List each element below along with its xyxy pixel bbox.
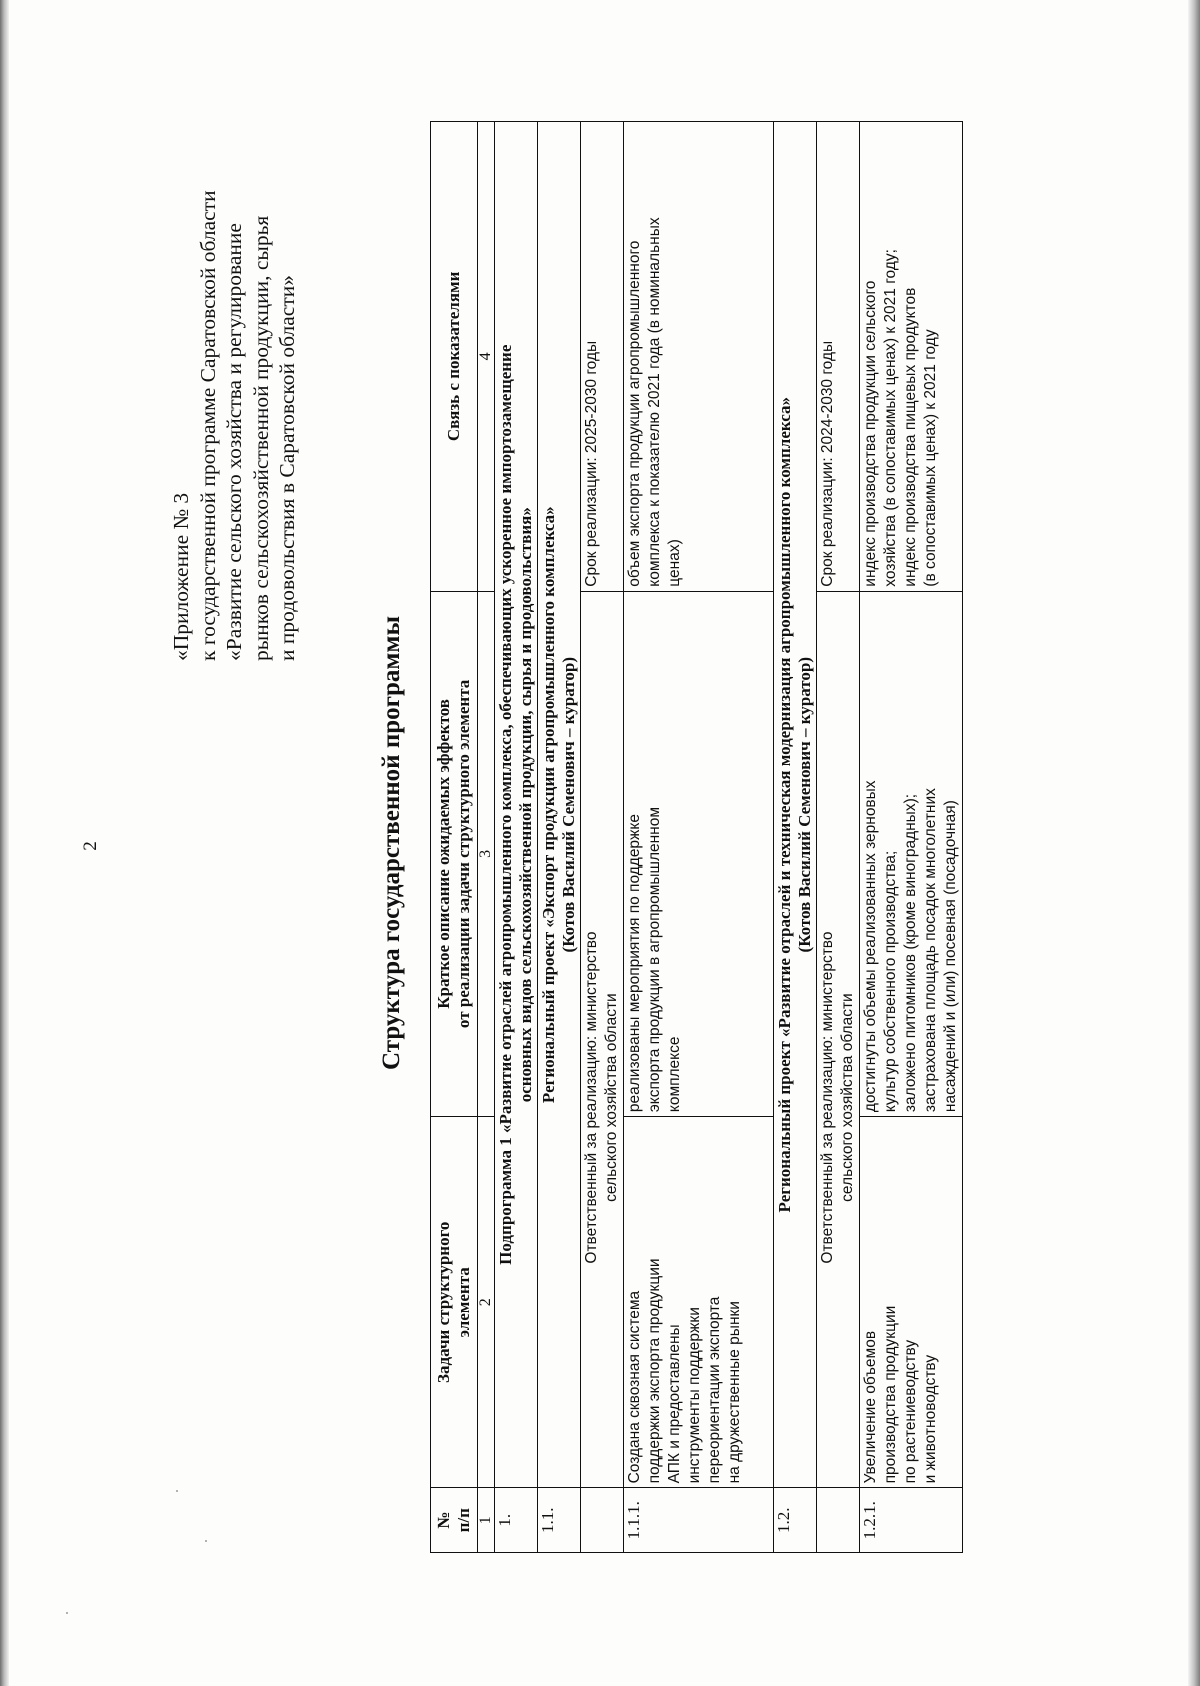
cell-line: индекс производства продукции сельского (862, 280, 879, 587)
cell-line: поддержки экспорта продукции (646, 1258, 663, 1484)
cell-line: культур собственного производства; (882, 850, 899, 1113)
appendix-line: «Приложение № 3 (169, 492, 193, 661)
table-row (817, 122, 860, 1553)
header-tasks (431, 1117, 478, 1488)
header-line: п/п (454, 1508, 473, 1533)
table-row (495, 122, 538, 1553)
col-number: 3 (478, 591, 495, 1116)
table-row (581, 122, 624, 1553)
cell-line: застрахована площадь посадок многолетних (922, 788, 939, 1113)
cell-line: инструменты поддержки (686, 1307, 703, 1484)
appendix-line: к государственной программе Саратовской области (195, 190, 220, 661)
header-no (431, 1488, 478, 1553)
cell-line: производства продукции (882, 1305, 899, 1484)
structure-table (430, 121, 963, 1553)
cell-line: Региональный проект «Экспорт продукции агропромышленного комплекса» (539, 506, 558, 1104)
cell-line: сельского хозяйства области (603, 993, 620, 1202)
row-number: 1.2. (774, 1488, 817, 1553)
cell-line: достигнуты объемы реализованных зерновых (862, 780, 879, 1113)
cell-line: Увеличение объемов (862, 1330, 879, 1484)
cell-line: сельского хозяйства области (839, 993, 856, 1202)
cell-line: Ответственный за реализацию: министерство (583, 931, 600, 1264)
project-title (538, 122, 581, 1488)
header-line: Краткое описание ожидаемых эффектов (434, 699, 453, 1009)
cell-line: хозяйства (в сопоставимых ценах) к 2021 году; (882, 249, 899, 587)
table-header-row (431, 122, 478, 1553)
effect-cell (624, 591, 774, 1116)
cell-line: Создана сквозная система (626, 1290, 643, 1484)
cell-line: индекс производства пищевых продуктов (902, 287, 919, 587)
cell-line: ценах) (666, 539, 683, 587)
header-line: элемента (454, 1267, 473, 1338)
cell-line: Ответственный за реализацию: министерство (819, 931, 836, 1264)
task-cell (860, 1117, 963, 1488)
table-row (774, 122, 817, 1553)
row-number: 1.2.1. (860, 1488, 963, 1553)
cell-line: (Котов Василий Семенович – куратор) (559, 656, 578, 953)
cell-line: Подпрограмма 1 «Развитие отраслей агропромышленного комплекса, обеспечивающих ускоренное импортозамещение (496, 344, 515, 1265)
col-number: 2 (478, 1117, 495, 1488)
project-title (774, 122, 817, 1488)
cell-line: экспорта продукции в агропромышленном (646, 806, 663, 1113)
page-title: Структура государственной программы (378, 616, 405, 1070)
cell-line: переориентации экспорта (706, 1296, 723, 1484)
cell-line: комплекса к показателю 2021 года (в номинальных (646, 217, 663, 587)
appendix-block (168, 41, 301, 661)
cell-line: заложено питомников (кроме виноградных); (902, 793, 919, 1113)
link-cell (860, 122, 963, 592)
appendix-line: и продовольствия в Саратовской области» (275, 274, 299, 661)
table-row (538, 122, 581, 1553)
cell-line: по растениеводству (902, 1339, 919, 1484)
cell-line: насаждений и (или) посевная (посадочная) (942, 800, 959, 1113)
header-link: Связь с показателями (431, 122, 478, 592)
table-row (860, 122, 963, 1553)
col-number: 4 (478, 122, 495, 592)
appendix-line: рынков сельскохозяйственной продукции, сырья (248, 215, 273, 661)
cell-line: Региональный проект «Развитие отраслей и техническая модернизация агропромышленного комплекса» (775, 397, 794, 1213)
header-line: № (434, 1511, 453, 1529)
row-number: 1. (495, 1488, 538, 1553)
cell-line: комплексе (666, 1036, 683, 1113)
cell-line: АПК и предоставлены (666, 1324, 683, 1484)
task-cell (624, 1117, 774, 1488)
link-cell (624, 122, 774, 592)
empty-cell (817, 1488, 860, 1553)
responsible-cell (581, 591, 624, 1488)
header-line: Задачи структурного (434, 1221, 453, 1383)
col-number: 1 (478, 1488, 495, 1553)
row-number: 1.1.1. (624, 1488, 774, 1553)
appendix-line: «Развитие сельского хозяйства и регулирование (222, 223, 246, 661)
cell-line: на дружественные рынки (726, 1301, 743, 1484)
page-number: 2 (80, 841, 101, 851)
term-cell: Срок реализации: 2025-2030 годы (581, 122, 624, 592)
cell-line: основных видов сельскохозяйственной продукции, сырья и продовольствия» (516, 507, 535, 1103)
term-cell: Срок реализации: 2024-2030 годы (817, 122, 860, 592)
responsible-cell (817, 591, 860, 1488)
cell-line: (Котов Василий Семенович – куратор) (795, 656, 814, 953)
cell-line: реализованы мероприятия по поддержке (626, 813, 643, 1113)
effect-cell (860, 591, 963, 1116)
empty-cell (581, 1488, 624, 1553)
cell-line: и животноводству (922, 1354, 939, 1484)
cell-line: объем экспорта продукции агропромышленного (626, 240, 643, 587)
table-row (624, 122, 774, 1553)
subprogram-title (495, 122, 538, 1488)
header-line: от реализации задачи структурного элемента (454, 679, 473, 1029)
column-number-row (478, 122, 495, 1553)
cell-line: (в сопоставимых ценах) к 2021 году (922, 329, 939, 587)
row-number: 1.1. (538, 1488, 581, 1553)
header-effects (431, 591, 478, 1116)
